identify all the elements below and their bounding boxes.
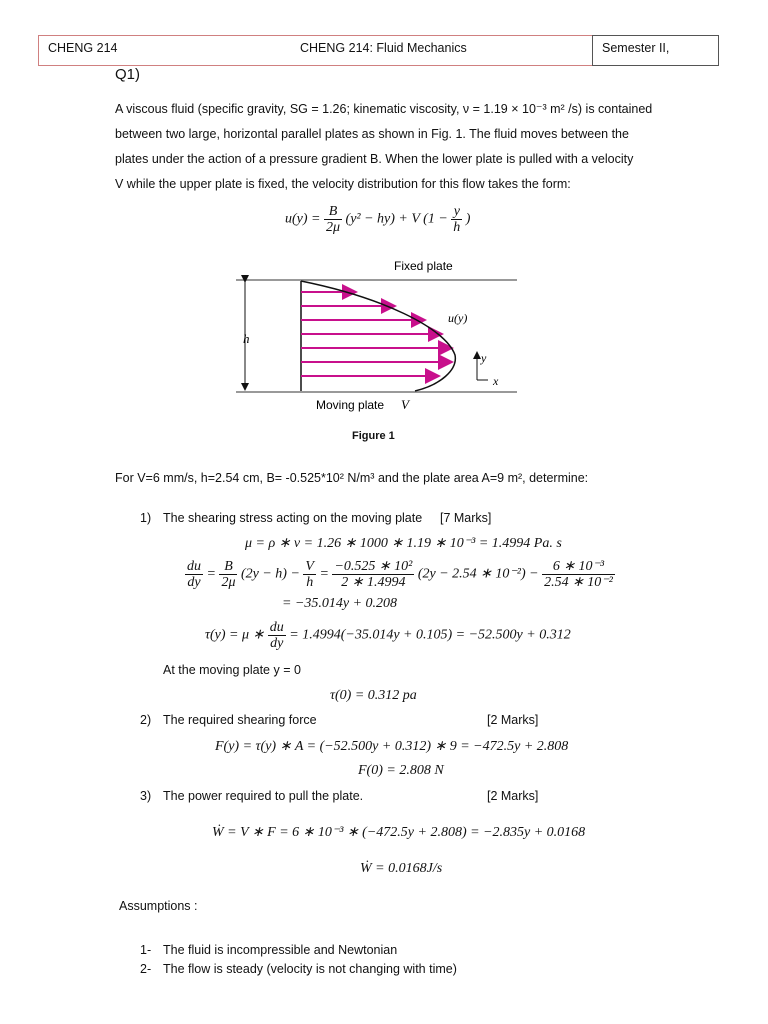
part3-number: 3): [140, 789, 152, 803]
assumption-text: The fluid is incompressible and Newtonian: [163, 943, 398, 957]
question-intro: [115, 97, 675, 197]
header-course-title: CHENG 214: Fluid Mechanics: [300, 41, 467, 55]
x-axis-label: x: [493, 374, 499, 388]
figure-caption: Figure 1: [352, 430, 395, 442]
part1-text: The shearing stress acting on the moving plate: [163, 511, 423, 525]
part1-marks: [7 Marks]: [440, 511, 492, 525]
assumption-number: 2-: [140, 962, 152, 976]
force-zero: F(0) = 2.808 N: [358, 763, 444, 778]
power-value: Ẇ = 0.0168J/s: [360, 861, 443, 876]
viscosity-equation: μ = ρ ∗ ν = 1.26 ∗ 1000 ∗ 1.19 ∗ 10⁻³ = 1.4994 Pa. s: [245, 536, 562, 551]
part2-number: 2): [140, 713, 152, 727]
power-equation: Ẇ = V ∗ F = 6 ∗ 10⁻³ ∗ (−472.5y + 2.808) = −2.835y + 0.0168: [212, 825, 586, 840]
assumptions-title: Assumptions :: [119, 899, 198, 913]
force-equation: F(y) = τ(y) ∗ A = (−52.500y + 0.312) ∗ 9 = −472.5y + 2.808: [215, 739, 569, 754]
header-course-code: CHENG 214: [48, 41, 118, 55]
question-label: Q1): [115, 66, 141, 83]
y-axis-label: y: [481, 351, 487, 365]
dudy-result: = −35.014y + 0.208: [282, 596, 398, 611]
intro-line: A viscous fluid (specific gravity, SG = 1.26; kinematic viscosity, ν = 1.19 × 10⁻³ m² /s) is contained: [115, 102, 653, 116]
velocity-profile-curve: [301, 281, 455, 391]
given-values: For V=6 mm/s, h=2.54 cm, B= -0.525*10² N/m³ and the plate area A=9 m², determine:: [115, 471, 589, 485]
velocity-arrows: [301, 292, 452, 376]
h-label: h: [243, 331, 250, 346]
intro-line: plates under the action of a pressure gradient B. When the lower plate is pulled with a velocity: [115, 152, 634, 166]
moving-plate-velocity: V: [401, 397, 409, 412]
part3-text: The power required to pull the plate.: [163, 789, 364, 803]
part2-marks: [2 Marks]: [487, 713, 539, 727]
fixed-plate-label: Fixed plate: [394, 259, 453, 273]
figure-1: [230, 252, 530, 427]
u-label: u(y): [448, 311, 468, 325]
moving-plate-condition: At the moving plate y = 0: [163, 663, 301, 677]
intro-line: V while the upper plate is fixed, the velocity distribution for this flow takes the form:: [115, 177, 571, 191]
part2-text: The required shearing force: [163, 713, 317, 727]
velocity-equation: u(y) = $\frac{B}{2\mu}$ (y² − hy) + V (1 − $\frac{y}{h}$ ): [285, 204, 471, 235]
assumption-number: 1-: [140, 943, 152, 957]
part1-number: 1): [140, 511, 152, 525]
moving-plate-label: Moving plate: [316, 398, 385, 412]
part3-marks: [2 Marks]: [487, 789, 539, 803]
intro-line: between two large, horizontal parallel plates as shown in Fig. 1. The fluid moves between the: [115, 127, 629, 141]
tau-equation: τ(y) = μ ∗ $\frac{du}{dy}$ = 1.4994(−35.014y + 0.105) = −52.500y + 0.312: [205, 620, 571, 651]
header-semester: Semester II,: [602, 41, 670, 55]
tau-zero: τ(0) = 0.312 pa: [330, 688, 417, 703]
dudy-equation: $\frac{du}{dy}$ = $\frac{B}{2\mu}$ (2y − h) − $\frac{V}{h}$ = $\frac{\text{−0.525 ∗ 10²}}{2 ∗ 1.4994}$ (2y − 2.54 ∗ 10⁻²) − $\frac{\text{6 ∗ 10⁻³}}{\text{2.54 ∗ 10⁻²}}$: [187, 559, 613, 590]
assumption-text: The flow is steady (velocity is not changing with time): [163, 962, 457, 976]
